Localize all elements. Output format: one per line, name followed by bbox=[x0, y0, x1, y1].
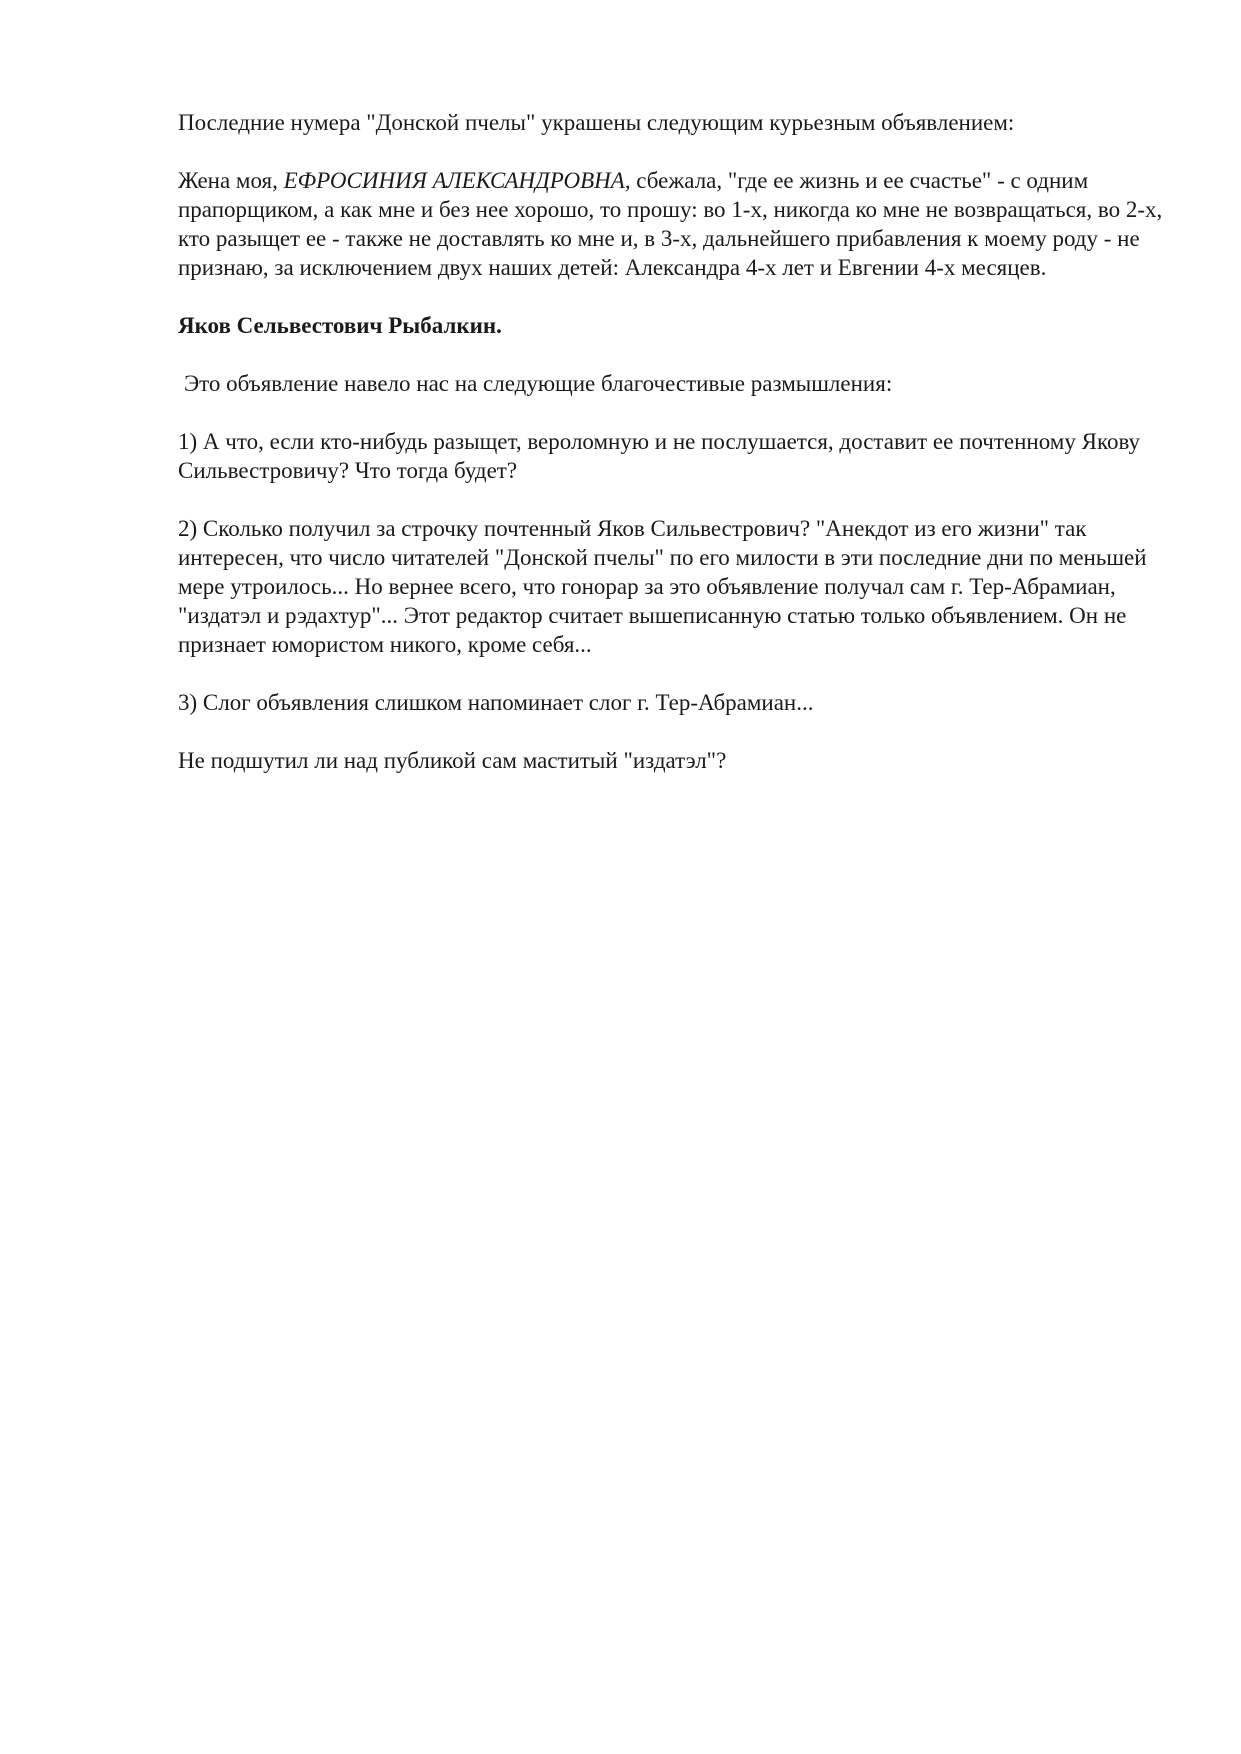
reflection-intro: Это объявление навело нас на следующие благочестивые размышления: bbox=[184, 371, 893, 396]
announcement-rest: сбежала, "где ее жизнь и ее счастье" - с одним прапорщиком, а как мне и без нее хорошо, то прошу: во 1-х, никогда ко мне не возвращаться, во 2-х, кто разыщет ее - также не доставлять ко мне и, в 3-х, дальнейшего прибавления к моему роду - не признаю, за исключением двух наших детей: Александра 4-х лет и Евгении 4-х месяцев. bbox=[178, 168, 1163, 280]
closing-paragraph: Не подшутил ли над публикой сам маститый "издатэл"? bbox=[178, 748, 727, 773]
point-1: 1) А что, если кто-нибудь разыщет, вероломную и не послушается, доставит ее почтенному Якову Сильвестровичу? Что тогда будет? bbox=[178, 429, 1141, 483]
intro-paragraph: Последние нумера "Донской пчелы" украшены следующим курьезным объявлением: bbox=[178, 110, 1015, 135]
announcement-paragraph bbox=[178, 166, 1168, 282]
point-2: 2) Сколько получил за строчку почтенный Яков Сильвестрович? "Анекдот из его жизни" так интересен, что число читателей "Донской пчелы" по его милости в эти последние дни по меньшей мере утроилось... Но вернее всего, что гонорар за это объявление получал сам г. Тер-Абрамиан, "издатэл и рэдахтур"... Этот редактор считает вышеписанную статью только объявлением. Он не признает юмористом никого, кроме себя... bbox=[178, 516, 1147, 657]
signature: Яков Сельвестович Рыбалкин. bbox=[178, 313, 502, 338]
announcement-lead: Жена моя, bbox=[178, 168, 284, 193]
announcement-name: ЕФРОСИНИЯ АЛЕКСАНДРОВНА, bbox=[283, 168, 631, 193]
point-3: 3) Слог объявления слишком напоминает слог г. Тер-Абрамиан... bbox=[178, 690, 814, 715]
document-page bbox=[178, 108, 1168, 804]
